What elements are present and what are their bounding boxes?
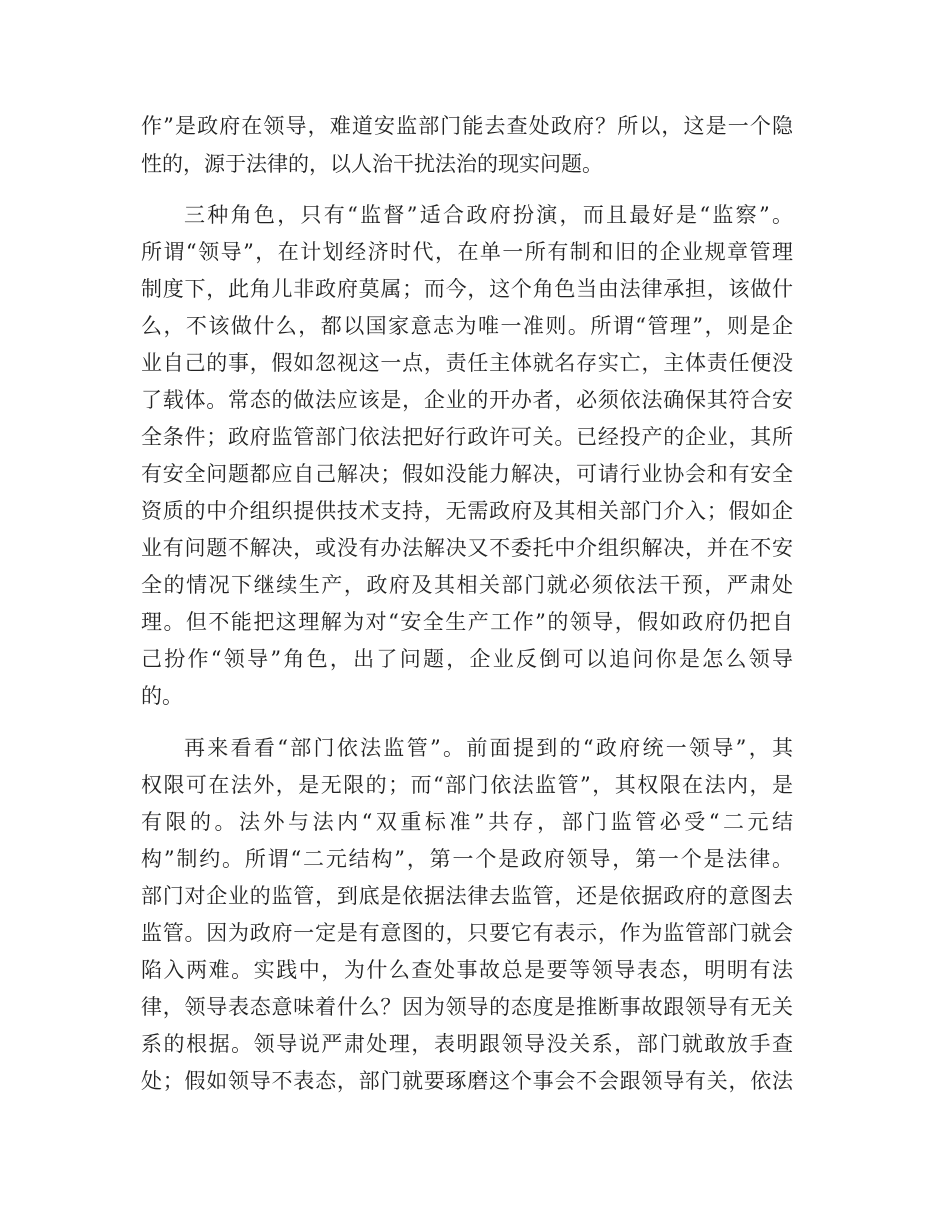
text-line: 己扮作“领导”角色，出了问题，企业反倒可以追问你是怎么领导 [141,647,793,671]
text-line: 权限可在法外，是无限的；而“部门依法监管”，其权限在法内，是 [141,773,793,797]
text-line: 再来看看“部门依法监管”。前面提到的“政府统一领导”，其 [184,736,793,760]
text-line: 的。 [141,684,183,708]
text-line: 性的，源于法律的，以人治干扰法治的现实问题。 [141,152,603,176]
text-line: 业有问题不解决，或没有办法解决又不委托中介组织解决，并在不安 [141,536,793,560]
text-line: 全条件；政府监管部门依法把好行政许可关。已经投产的企业，其所 [141,425,793,449]
text-line: 部门对企业的监管，到底是依据法律去监管，还是依据政府的意图去 [141,884,793,908]
text-line: 资质的中介组织提供技术支持，无需政府及其相关部门介入；假如企 [141,499,793,523]
text-line: 有安全问题都应自己解决；假如没能力解决，可请行业协会和有安全 [141,462,793,486]
text-line: 制度下，此角儿非政府莫属；而今，这个角色当由法律承担，该做什 [141,277,793,301]
text-line: 陷入两难。实践中，为什么查处事故总是要等领导表态，明明有法 [141,958,793,982]
text-line: 了载体。常态的做法应该是，企业的开办者，必须依法确保其符合安 [141,388,793,412]
text-line: 系的根据。领导说严肃处理，表明跟领导没关系，部门就敢放手查 [141,1032,793,1056]
text-line: 所谓“领导”，在计划经济时代，在单一所有制和旧的企业规章管理 [141,240,793,264]
text-line: 有限的。法外与法内“双重标准”共存，部门监管必受“二元结 [141,810,793,834]
text-line: 么，不该做什么，都以国家意志为唯一准则。所谓“管理”，则是企 [141,314,793,338]
text-line: 业自己的事，假如忽视这一点，责任主体就名存实亡，主体责任便没 [141,351,793,375]
text-line: 律，领导表态意味着什么？因为领导的态度是推断事故跟领导有无关 [141,995,793,1019]
text-line: 监管。因为政府一定是有意图的，只要它有表示，作为监管部门就会 [141,921,793,945]
text-line: 作”是政府在领导，难道安监部门能去查处政府？所以，这是一个隐 [141,114,793,138]
text-line: 理。但不能把这理解为对“安全生产工作”的领导，假如政府仍把自 [141,610,793,634]
text-line: 三种角色，只有“监督”适合政府扮演，而且最好是“监察”。 [184,203,793,227]
text-line: 处；假如领导不表态，部门就要琢磨这个事会不会跟领导有关，依法 [141,1069,793,1093]
text-line: 构”制约。所谓“二元结构”，第一个是政府领导，第一个是法律。 [141,847,793,871]
text-line: 全的情况下继续生产，政府及其相关部门就必须依法干预，严肃处 [141,573,793,597]
